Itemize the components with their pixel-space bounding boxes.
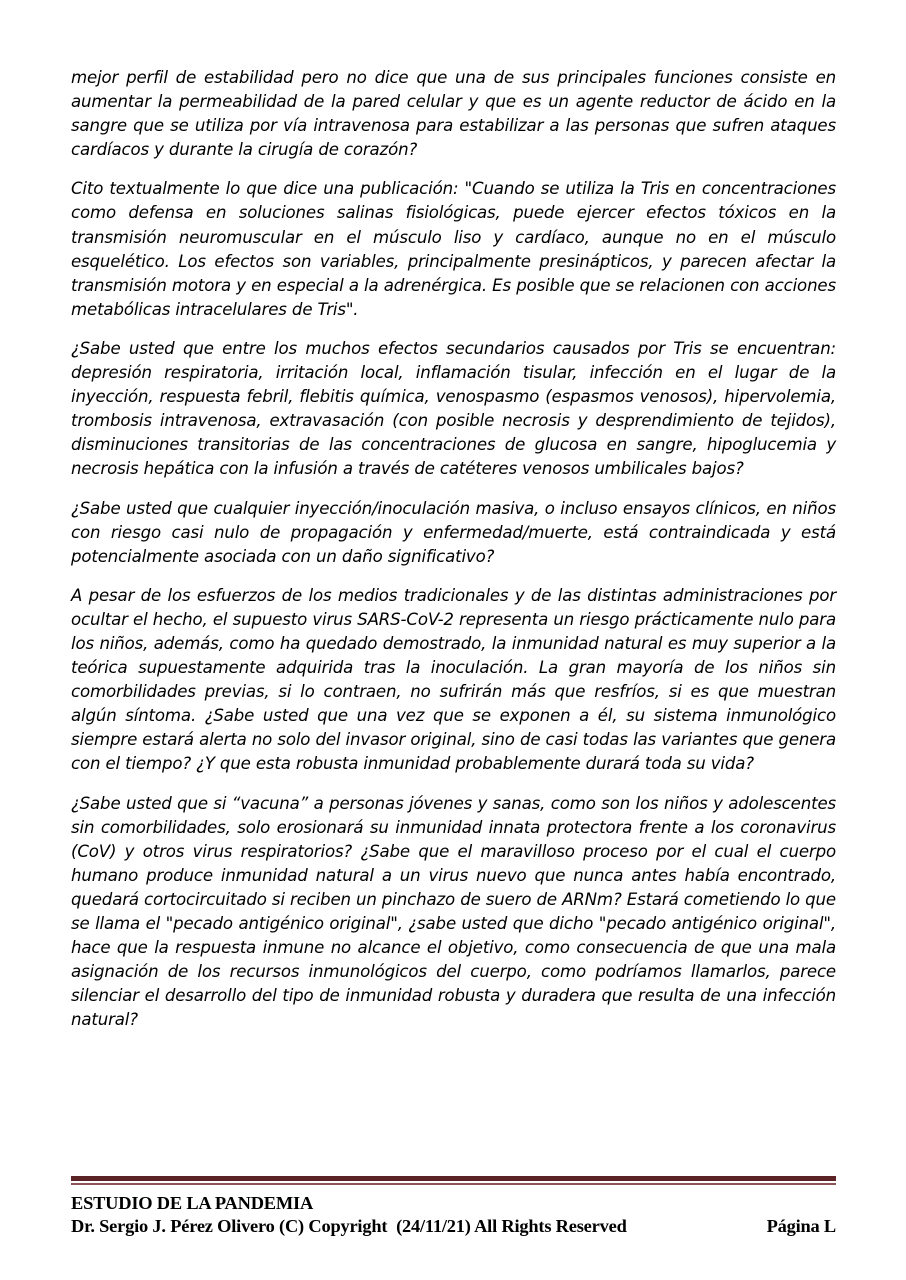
footer-page-number: Página L (766, 1216, 836, 1236)
footer-credit-row (71, 1215, 836, 1238)
body-paragraph: ¿Sabe usted que entre los muchos efectos secundarios causados por Tris se encuentran: depresión respiratoria, irritación local, inflamación tisular, infección en el lugar de la inyección, respuesta febril, flebitis química, venospasmo (espasmos venosos), hipervolemia, trombosis intravenosa, extravasación (con posible necrosis y desprendimiento de tejidos), disminuciones transitorias de las concentraciones de glucosa en sangre, hipoglucemia y necrosis hepática con la infusión a través de catéteres venosos umbilicales bajos? (71, 338, 842, 479)
footer-divider-thin (71, 1183, 836, 1185)
footer-title: ESTUDIO DE LA PANDEMIA (71, 1193, 314, 1213)
body-paragraph: ¿Sabe usted que si “vacuna” a personas jóvenes y sanas, como son los niños y adolescentes sin comorbilidades, solo erosionará su inmunidad innata protectora frente a los coronavirus (CoV) y otros virus respiratorios? ¿Sabe que el maravilloso proceso por el cual el cuerpo humano produce inmunidad natural a un virus nuevo que nunca antes había encontrado, quedará cortocircuitado si reciben un pinchazo de suero de ARNm? Estará cometiendo lo que se llama el "pecado antigénico original", ¿sabe usted que dicho "pecado antigénico original", hace que la respuesta inmune no alcance el objetivo, como consecuencia de que una mala asignación de los recursos inmunológicos del cuerpo, como podríamos llamarlos, parece silenciar el desarrollo del tipo de inmunidad robusta y duradera que resulta de una infección natural? (71, 793, 847, 1030)
body-paragraph: A pesar de los esfuerzos de los medios tradicionales y de las distintas administraciones por ocultar el hecho, el supuesto virus SARS-CoV-2 representa un riesgo prácticamente nulo para los niños, además, como ha quedado demostrado, la inmunidad natural es muy superior a la teórica supuestamente adquirida tras la inoculación. La gran mayoría de los niños sin comorbilidades previas, si lo contraen, no sufrirán más que resfríos, si es que muestran algún síntoma. ¿Sabe usted que una vez que se exponen a él, su sistema inmunológico siempre estará alerta no solo del invasor original, sino de casi todas las variantes que genera con el tiempo? ¿Y que esta robusta inmunidad probablemente durará toda su vida? (71, 585, 842, 774)
footer-copyright: Dr. Sergio J. Pérez Olivero (C) Copyright (24/11/21) All Rights Reserved (71, 1216, 627, 1236)
body-paragraph: mejor perfil de estabilidad pero no dice que una de sus principales funciones consiste en aumentar la permeabilidad de la pared celular y que es un agente reductor de ácido en la sangre que se utiliza por vía intravenosa para estabilizar a las personas que sufren ataques cardíacos y durante la cirugía de corazón? (71, 68, 842, 160)
document-body (71, 66, 847, 1032)
footer-text-block (71, 1192, 836, 1238)
body-paragraph: Cito textualmente lo que dice una publicación: "Cuando se utiliza la Tris en concentraciones como defensa en soluciones salinas fisiológicas, puede ejercer efectos tóxicos en la transmisión neuromuscular en el músculo liso y cardíaco, aunque no en el músculo esquelético. Los efectos son variables, principalmente presinápticos, y parecen afectar la transmisión motora y en especial a la adrenérgica. Es posible que se relacionen con acciones metabólicas intracelulares de Tris". (71, 179, 842, 319)
body-paragraph: ¿Sabe usted que cualquier inyección/inoculación masiva, o incluso ensayos clínicos, en niños con riesgo casi nulo de propagación y enfermedad/muerte, está contraindicada y está potencialmente asociada con un daño significativo? (71, 498, 842, 566)
page-footer (71, 1176, 836, 1238)
